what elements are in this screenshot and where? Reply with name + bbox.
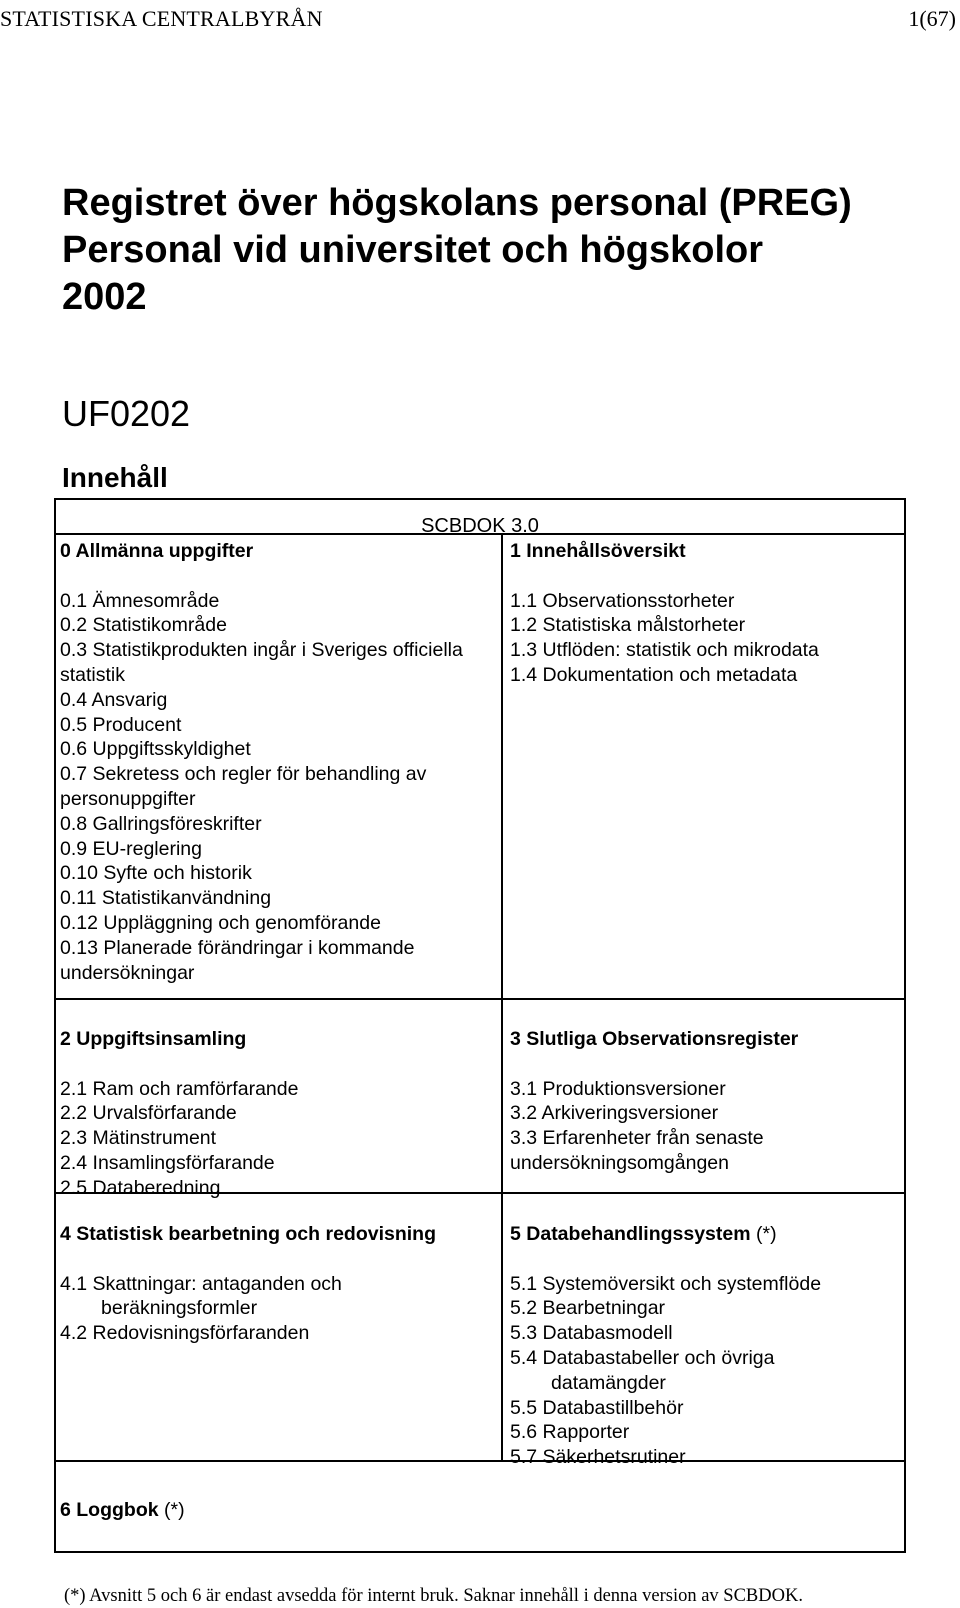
toc-item: 4.2 Redovisningsförfaranden [60,1322,310,1345]
toc-item: 0.3 Statistikprodukten ingår i Sveriges officiella statistik [60,639,463,686]
product-code: UF0202 [62,393,191,434]
section-heading [60,1498,480,1523]
section-6 [60,1498,480,1523]
toc-item: 1.3 Utflöden: statistik och mikrodata [510,639,819,662]
section-4 [60,1222,480,1346]
toc-item: 0.5 Producent [60,713,182,736]
table-divider [54,533,906,535]
internal-note-marker: (*) [756,1223,777,1245]
toc-item: 2.3 Mätinstrument [60,1127,217,1150]
toc-item: 5.3 Databasmodell [510,1322,673,1345]
toc-item: 0.12 Uppläggning och genomförande [60,911,381,934]
toc-item: 3.3 Erfarenheter från senaste undersökningsomgången [510,1127,764,1174]
toc-item: 0.7 Sekretess och regler för behandling av personuppgifter [60,763,427,810]
section-heading: 2 Uppgiftsinsamling [60,1028,247,1050]
toc-item: 0.2 Statistikområde [60,614,227,637]
title-line-1: Registret över högskolans personal (PREG) [62,182,852,224]
toc-item: 0.4 Ansvarig [60,688,168,711]
toc-item: 2.2 Urvalsförfarande [60,1102,237,1125]
organization-header: STATISTISKA CENTRALBYRÅN [0,6,323,31]
toc-item: 4.1 Skattningar: antaganden och beräkningsformler [60,1272,342,1320]
document-title [62,180,852,321]
toc-item: 5.1 Systemöversikt och systemflöde [510,1272,822,1295]
section-heading: 4 Statistisk bearbetning och redovisning [60,1223,436,1245]
section-3 [510,1027,820,1176]
toc-item: 3.2 Arkiveringsversioner [510,1102,719,1125]
toc-item: 0.1 Ämnesområde [60,589,220,612]
contents-heading: Innehåll [62,462,168,493]
section-heading: 0 Allmänna uppgifter [60,540,254,562]
scbdok-version: SCBDOK 3.0 [421,515,539,537]
toc-item: 0.11 Statistikanvändning [60,887,272,910]
toc-item: 5.2 Bearbetningar [510,1297,666,1320]
toc-item: 1.1 Observationsstorheter [510,589,735,612]
toc-item: 0.13 Planerade förändringar i kommande undersökningar [60,936,415,984]
section-heading [510,1222,900,1247]
footnote: (*) Avsnitt 5 och 6 är endast avsedda för internt bruk. Saknar innehåll i denna version av SCBDOK. [64,1586,803,1606]
toc-item: 1.2 Statistiska målstorheter [510,614,746,637]
page-number: 1(67) [908,6,956,31]
toc-item: 2.4 Insamlingsförfarande [60,1151,275,1174]
title-line-2: Personal vid universitet och högskolor [62,229,764,271]
section-heading-text: 6 Loggbok [60,1499,159,1521]
section-0 [60,539,480,985]
section-1 [510,539,900,688]
toc-item: 5.5 Databastillbehör [510,1396,684,1419]
section-heading-text: 5 Databehandlingssystem [510,1223,751,1245]
toc-item: 2.1 Ram och ramförfarande [60,1077,299,1100]
toc-item: 1.4 Dokumentation och metadata [510,663,798,686]
section-heading: 3 Slutliga Observationsregister [510,1028,799,1050]
title-line-3: 2002 [62,276,147,318]
table-divider [54,998,906,1000]
toc-item: 0.9 EU-reglering [60,837,202,860]
toc-item: 5.6 Rapporter [510,1421,630,1444]
section-2 [60,1027,480,1201]
toc-item: 0.6 Uppgiftsskyldighet [60,738,251,761]
section-heading: 1 Innehållsöversikt [510,540,686,562]
column-divider [501,533,503,1460]
toc-item: 0.8 Gallringsföreskrifter [60,812,262,835]
toc-item: 5.7 Säkerhetsrutiner [510,1446,686,1469]
toc-item: 0.10 Syfte och historik [60,862,252,885]
toc-item: 3.1 Produktionsversioner [510,1077,726,1100]
internal-note-marker: (*) [164,1499,185,1521]
section-5 [510,1222,900,1470]
toc-item: 2.5 Databeredning [60,1176,221,1199]
toc-item: 5.4 Databastabeller och övriga datamängder [510,1346,775,1394]
